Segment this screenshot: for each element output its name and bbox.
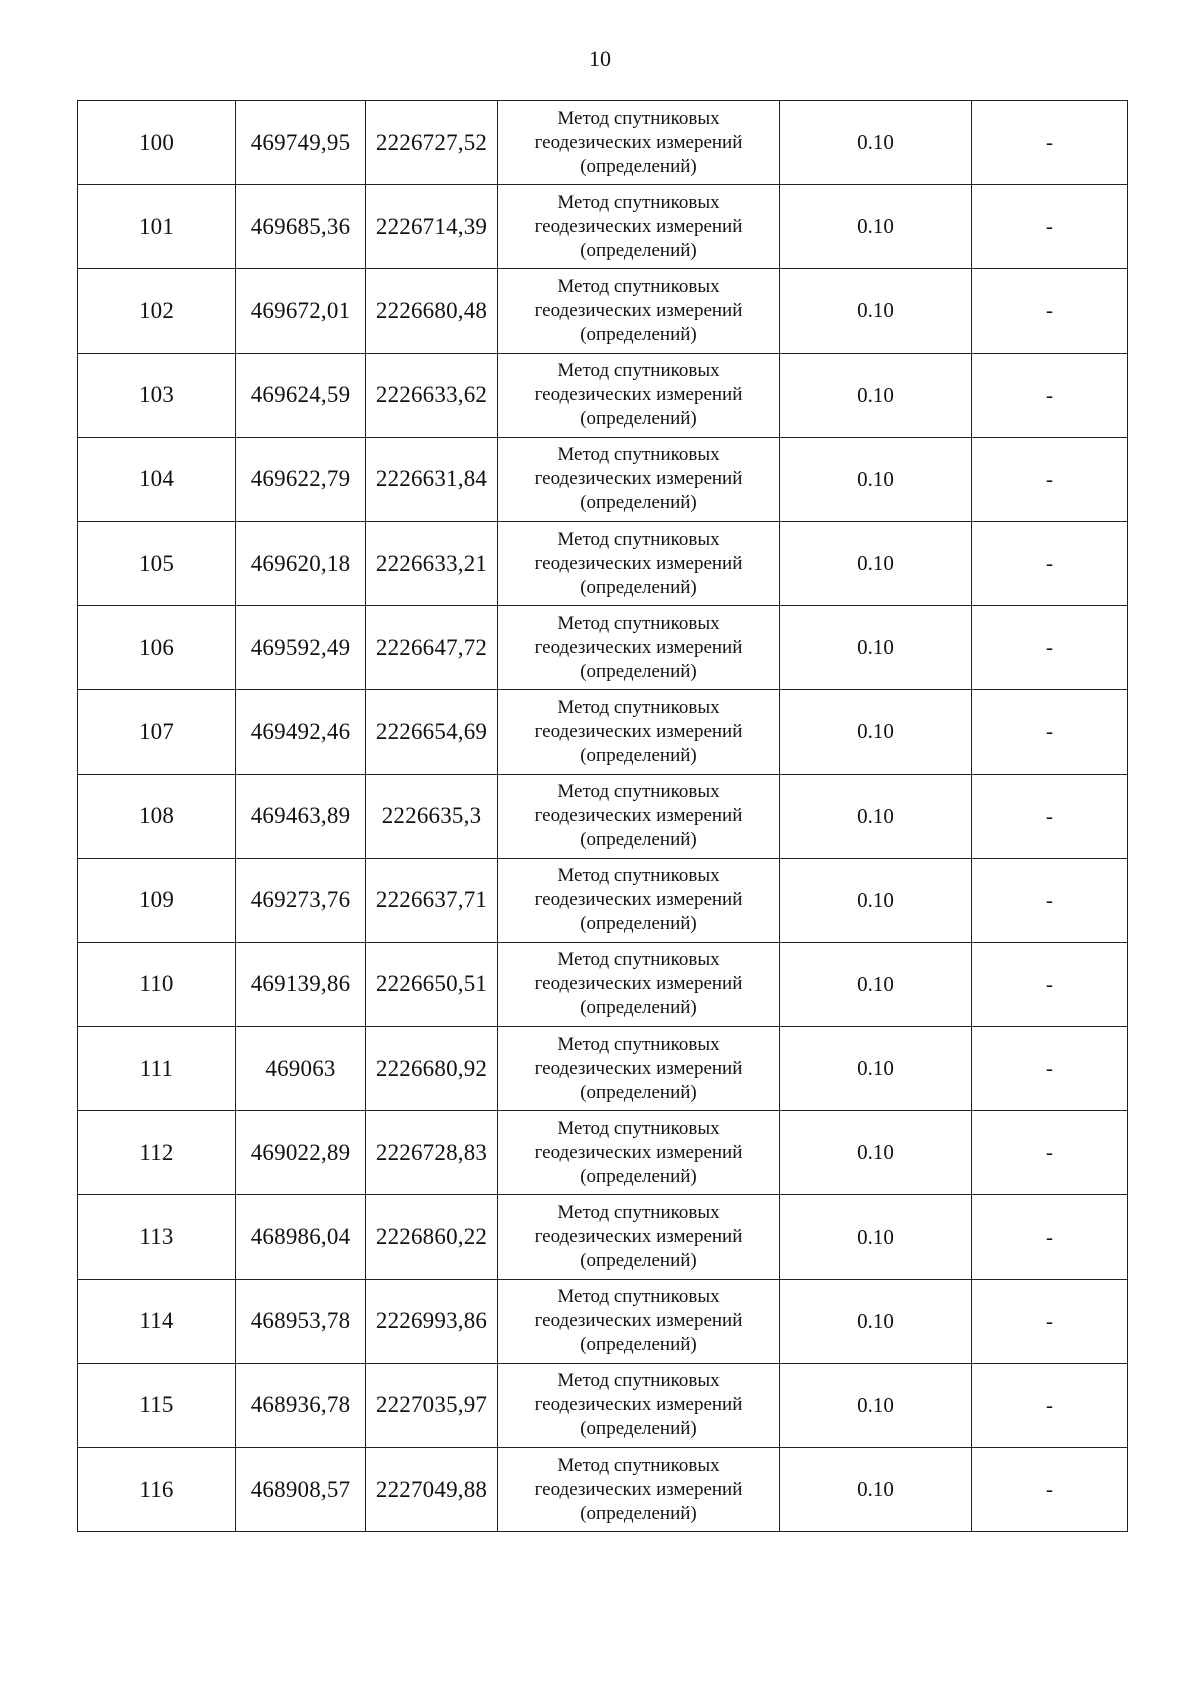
- table-row: [78, 101, 1128, 185]
- description-cell: -: [972, 690, 1128, 774]
- coordinate-x-cell: 469620,18: [236, 521, 366, 605]
- coordinate-x-cell: 469672,01: [236, 269, 366, 353]
- coordinate-y-cell: 2226728,83: [366, 1111, 498, 1195]
- point-number-cell: 113: [78, 1195, 236, 1279]
- coordinate-y-cell: 2226654,69: [366, 690, 498, 774]
- method-line: Метод спутниковых: [557, 528, 720, 550]
- accuracy-cell: 0.10: [780, 1363, 972, 1447]
- method-cell: [498, 1027, 780, 1111]
- method-cell: [498, 1195, 780, 1279]
- table-row: [78, 1195, 1128, 1279]
- accuracy-cell: 0.10: [780, 521, 972, 605]
- coordinates-table: [77, 100, 1128, 1532]
- coordinates-table-body: [78, 101, 1128, 1532]
- coordinate-x-cell: 468936,78: [236, 1363, 366, 1447]
- table-row: [78, 1448, 1128, 1532]
- method-cell: [498, 521, 780, 605]
- method-line: (определений): [580, 1250, 697, 1272]
- method-line: Метод спутниковых: [557, 191, 720, 213]
- coordinate-y-cell: 2226727,52: [366, 101, 498, 185]
- point-number-cell: 107: [78, 690, 236, 774]
- method-line: Метод спутниковых: [557, 1033, 720, 1055]
- coordinate-y-cell: 2226633,62: [366, 353, 498, 437]
- coordinate-y-cell: 2226635,3: [366, 774, 498, 858]
- method-line: (определений): [580, 1418, 697, 1440]
- accuracy-cell: 0.10: [780, 690, 972, 774]
- description-cell: -: [972, 1448, 1128, 1532]
- coordinate-y-cell: 2226714,39: [366, 185, 498, 269]
- method-line: (определений): [580, 1334, 697, 1356]
- accuracy-cell: 0.10: [780, 942, 972, 1026]
- coordinate-x-cell: 469022,89: [236, 1111, 366, 1195]
- method-line: (определений): [580, 660, 697, 682]
- method-cell: [498, 858, 780, 942]
- coordinate-x-cell: 469063: [236, 1027, 366, 1111]
- method-cell: [498, 942, 780, 1026]
- method-cell: [498, 606, 780, 690]
- method-line: (определений): [580, 576, 697, 598]
- accuracy-cell: 0.10: [780, 1279, 972, 1363]
- method-line: геодезических измерений: [534, 720, 743, 742]
- method-cell: [498, 185, 780, 269]
- method-cell: [498, 437, 780, 521]
- point-number-cell: 103: [78, 353, 236, 437]
- method-line: (определений): [580, 239, 697, 261]
- point-number-cell: 105: [78, 521, 236, 605]
- point-number-cell: 109: [78, 858, 236, 942]
- description-cell: -: [972, 353, 1128, 437]
- method-line: (определений): [580, 913, 697, 935]
- method-line: геодезических измерений: [534, 1226, 743, 1248]
- table-row: [78, 858, 1128, 942]
- accuracy-cell: 0.10: [780, 774, 972, 858]
- point-number-cell: 108: [78, 774, 236, 858]
- point-number-cell: 106: [78, 606, 236, 690]
- description-cell: -: [972, 185, 1128, 269]
- coordinate-y-cell: 2226993,86: [366, 1279, 498, 1363]
- method-line: (определений): [580, 155, 697, 177]
- method-line: Метод спутниковых: [557, 1202, 720, 1224]
- description-cell: -: [972, 1111, 1128, 1195]
- method-line: геодезических измерений: [534, 1057, 743, 1079]
- description-cell: -: [972, 1195, 1128, 1279]
- table-row: [78, 942, 1128, 1026]
- coordinate-y-cell: 2226860,22: [366, 1195, 498, 1279]
- method-line: Метод спутниковых: [557, 1117, 720, 1139]
- coordinate-x-cell: 469492,46: [236, 690, 366, 774]
- method-cell: [498, 1363, 780, 1447]
- description-cell: -: [972, 1279, 1128, 1363]
- method-line: Метод спутниковых: [557, 612, 720, 634]
- method-line: Метод спутниковых: [557, 107, 720, 129]
- coordinate-x-cell: 468908,57: [236, 1448, 366, 1532]
- description-cell: -: [972, 942, 1128, 1026]
- point-number-cell: 115: [78, 1363, 236, 1447]
- point-number-cell: 102: [78, 269, 236, 353]
- coordinate-x-cell: 469139,86: [236, 942, 366, 1026]
- table-row: [78, 521, 1128, 605]
- coordinate-x-cell: 469463,89: [236, 774, 366, 858]
- method-line: геодезических измерений: [534, 805, 743, 827]
- accuracy-cell: 0.10: [780, 1195, 972, 1279]
- method-line: (определений): [580, 492, 697, 514]
- method-line: Метод спутниковых: [557, 275, 720, 297]
- coordinate-y-cell: 2226631,84: [366, 437, 498, 521]
- accuracy-cell: 0.10: [780, 101, 972, 185]
- description-cell: -: [972, 858, 1128, 942]
- coordinate-y-cell: 2227049,88: [366, 1448, 498, 1532]
- method-cell: [498, 353, 780, 437]
- method-line: (определений): [580, 997, 697, 1019]
- coordinate-x-cell: 469624,59: [236, 353, 366, 437]
- description-cell: -: [972, 1027, 1128, 1111]
- point-number-cell: 111: [78, 1027, 236, 1111]
- method-line: (определений): [580, 1081, 697, 1103]
- method-line: (определений): [580, 408, 697, 430]
- method-line: геодезических измерений: [534, 215, 743, 237]
- description-cell: -: [972, 269, 1128, 353]
- coordinate-x-cell: 469622,79: [236, 437, 366, 521]
- point-number-cell: 114: [78, 1279, 236, 1363]
- description-cell: -: [972, 606, 1128, 690]
- point-number-cell: 110: [78, 942, 236, 1026]
- point-number-cell: 112: [78, 1111, 236, 1195]
- method-line: Метод спутниковых: [557, 696, 720, 718]
- method-line: (определений): [580, 744, 697, 766]
- accuracy-cell: 0.10: [780, 1111, 972, 1195]
- method-line: Метод спутниковых: [557, 1286, 720, 1308]
- coordinate-x-cell: 468986,04: [236, 1195, 366, 1279]
- coordinate-y-cell: 2226637,71: [366, 858, 498, 942]
- accuracy-cell: 0.10: [780, 606, 972, 690]
- coordinate-x-cell: 469592,49: [236, 606, 366, 690]
- method-line: (определений): [580, 1165, 697, 1187]
- accuracy-cell: 0.10: [780, 858, 972, 942]
- description-cell: -: [972, 521, 1128, 605]
- accuracy-cell: 0.10: [780, 437, 972, 521]
- coordinate-x-cell: 469749,95: [236, 101, 366, 185]
- description-cell: -: [972, 101, 1128, 185]
- method-line: геодезических измерений: [534, 1478, 743, 1500]
- method-line: геодезических измерений: [534, 889, 743, 911]
- method-line: Метод спутниковых: [557, 1454, 720, 1476]
- accuracy-cell: 0.10: [780, 1027, 972, 1111]
- accuracy-cell: 0.10: [780, 185, 972, 269]
- method-line: Метод спутниковых: [557, 949, 720, 971]
- coordinate-y-cell: 2227035,97: [366, 1363, 498, 1447]
- point-number-cell: 100: [78, 101, 236, 185]
- table-row: [78, 437, 1128, 521]
- method-line: геодезических измерений: [534, 552, 743, 574]
- method-line: геодезических измерений: [534, 384, 743, 406]
- table-row: [78, 606, 1128, 690]
- table-row: [78, 1027, 1128, 1111]
- table-row: [78, 269, 1128, 353]
- accuracy-cell: 0.10: [780, 1448, 972, 1532]
- accuracy-cell: 0.10: [780, 353, 972, 437]
- point-number-cell: 104: [78, 437, 236, 521]
- method-line: (определений): [580, 1502, 697, 1524]
- coordinate-y-cell: 2226680,48: [366, 269, 498, 353]
- method-line: геодезических измерений: [534, 1141, 743, 1163]
- method-cell: [498, 101, 780, 185]
- page-number: 10: [589, 46, 611, 71]
- table-row: [78, 1363, 1128, 1447]
- method-line: (определений): [580, 829, 697, 851]
- method-cell: [498, 1279, 780, 1363]
- method-line: Метод спутниковых: [557, 1370, 720, 1392]
- method-line: Метод спутниковых: [557, 360, 720, 382]
- method-line: геодезических измерений: [534, 131, 743, 153]
- coordinate-y-cell: 2226650,51: [366, 942, 498, 1026]
- description-cell: -: [972, 774, 1128, 858]
- table-row: [78, 1279, 1128, 1363]
- coordinate-x-cell: 469685,36: [236, 185, 366, 269]
- method-line: геодезических измерений: [534, 1310, 743, 1332]
- method-cell: [498, 269, 780, 353]
- method-line: (определений): [580, 323, 697, 345]
- method-line: Метод спутниковых: [557, 865, 720, 887]
- description-cell: -: [972, 437, 1128, 521]
- coordinate-x-cell: 469273,76: [236, 858, 366, 942]
- coordinate-y-cell: 2226647,72: [366, 606, 498, 690]
- coordinate-y-cell: 2226680,92: [366, 1027, 498, 1111]
- method-cell: [498, 774, 780, 858]
- accuracy-cell: 0.10: [780, 269, 972, 353]
- method-line: Метод спутниковых: [557, 444, 720, 466]
- method-cell: [498, 690, 780, 774]
- point-number-cell: 116: [78, 1448, 236, 1532]
- method-line: геодезических измерений: [534, 299, 743, 321]
- method-cell: [498, 1448, 780, 1532]
- description-cell: -: [972, 1363, 1128, 1447]
- table-row: [78, 353, 1128, 437]
- method-line: геодезических измерений: [534, 636, 743, 658]
- point-number-cell: 101: [78, 185, 236, 269]
- table-row: [78, 774, 1128, 858]
- method-line: Метод спутниковых: [557, 781, 720, 803]
- method-line: геодезических измерений: [534, 973, 743, 995]
- method-line: геодезических измерений: [534, 468, 743, 490]
- coordinate-x-cell: 468953,78: [236, 1279, 366, 1363]
- table-row: [78, 1111, 1128, 1195]
- method-cell: [498, 1111, 780, 1195]
- coordinate-y-cell: 2226633,21: [366, 521, 498, 605]
- method-line: геодезических измерений: [534, 1394, 743, 1416]
- table-row: [78, 185, 1128, 269]
- table-row: [78, 690, 1128, 774]
